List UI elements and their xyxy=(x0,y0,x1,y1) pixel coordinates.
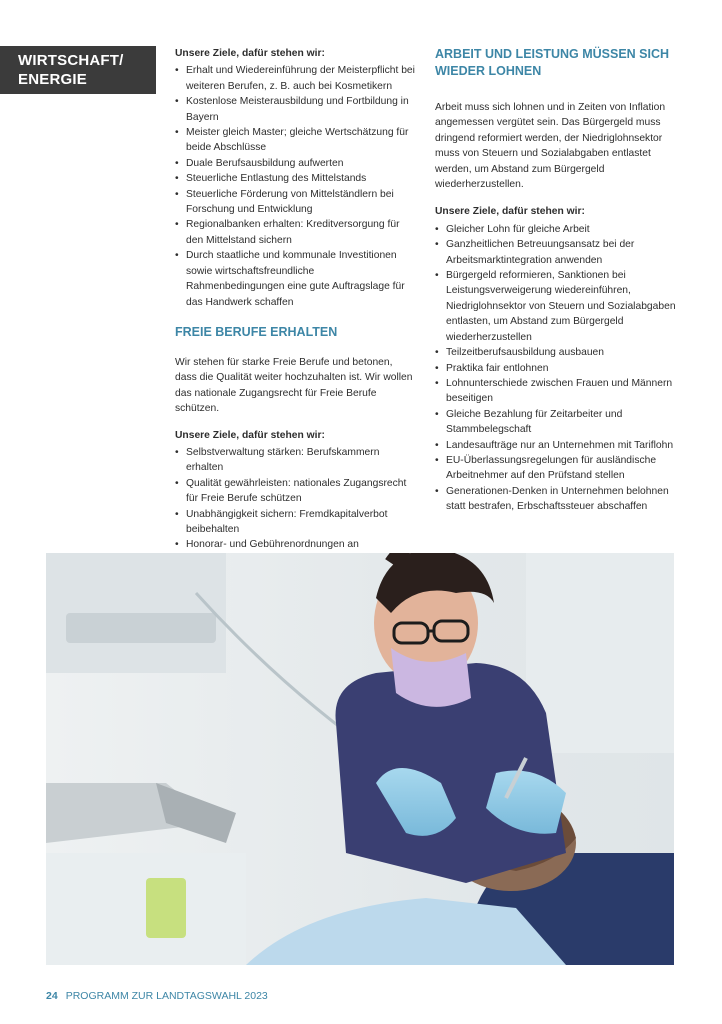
list-item: • Qualität gewährleisten: nationales Zugangsrecht für Freie Berufe schützen xyxy=(175,476,415,507)
goals-title: Unsere Ziele, dafür stehen wir: xyxy=(175,429,325,441)
section-tab xyxy=(0,46,156,94)
list-item: • Durch staatliche und kommunale Investitionen sowie wirtschaftsfreundliche Rahmenbedingungen eine gute Auftragslage für das Handwerk schaffen xyxy=(175,248,415,310)
list-item: • EU-Überlassungsregelungen für ausländische Arbeitnehmer auf den Prüfstand stellen xyxy=(435,453,679,484)
goals-list xyxy=(435,222,679,515)
paragraph: Wir stehen für starke Freie Berufe und betonen, dass die Qualität weiter hochzuhalten ist. Wir wollen das nationale Zugangsrecht für Freie Berufe schützen. xyxy=(175,356,413,415)
goals-title: Unsere Ziele, dafür stehen wir: xyxy=(435,206,585,218)
list-item: • Lohnunterschiede zwischen Frauen und Männern beseitigen xyxy=(435,376,679,407)
list-item: • Generationen-Denken in Unternehmen belohnen statt bestrafen, Erbschaftssteuer abschaffen xyxy=(435,484,679,515)
list-item: • Bürgergeld reformieren, Sanktionen bei Leistungsverweigerung wiedereinführen, Niedriglohnsektor von Steuern und Sozialabgaben entlasten, um Abstand zum Bürgergeld wiederherzustellen xyxy=(435,268,679,345)
list-item: • Kostenlose Meisterausbildung und Fortbildung in Bayern xyxy=(175,94,415,125)
list-item: • Gleicher Lohn für gleiche Arbeit xyxy=(435,222,679,237)
section-tab-line1: WIRTSCHAFT/ xyxy=(18,52,124,69)
section-heading: ARBEIT UND LEISTUNG MÜSSEN SICH WIEDER LOHNEN xyxy=(435,47,670,78)
list-item: • Landesaufträge nur an Unternehmen mit Tariflohn xyxy=(435,438,679,453)
paragraph: Arbeit muss sich lohnen und in Zeiten von Inflation angemessen vergütet sein. Das Bürgergeld muss dringend reformiert werden, der Niedriglohnsektor muss von Steuern und Sozialabgaben entlastet werden, um Abstand zum Bürgergeld wiederherzustellen. xyxy=(435,102,666,191)
section-tab-line2: ENERGIE xyxy=(18,71,87,88)
list-item: • Unabhängigkeit sichern: Fremdkapitalverbot beibehalten xyxy=(175,507,415,538)
footer-title: PROGRAMM ZUR LANDTAGSWAHL 2023 xyxy=(65,990,268,1002)
list-item: • Honorar- und Gebührenordnungen an xyxy=(175,537,415,568)
left-column xyxy=(175,46,415,568)
list-item: • Meister gleich Master; gleiche Wertschätzung für beide Abschlüsse xyxy=(175,125,415,156)
page-number: 24 xyxy=(46,990,58,1002)
list-item: • Steuerliche Förderung von Mittelständlern bei Forschung und Entwicklung xyxy=(175,187,415,218)
goals-list xyxy=(175,63,415,310)
dentist-illustration xyxy=(46,553,674,965)
dentist-photo xyxy=(46,553,674,965)
list-item: • Ganzheitlichen Betreuungsansatz bei der Arbeitsmarktintegration anwenden xyxy=(435,237,679,268)
list-item: • Steuerliche Entlastung des Mittelstands xyxy=(175,171,415,186)
list-item: • Duale Berufsausbildung aufwerten xyxy=(175,156,415,171)
list-item: • Selbstverwaltung stärken: Berufskammern erhalten xyxy=(175,445,415,476)
list-item: • Erhalt und Wiedereinführung der Meisterpflicht bei weiteren Berufen, z. B. auch bei Kosmetikern xyxy=(175,63,415,94)
list-item: • Praktika fair entlohnen xyxy=(435,361,679,376)
page-footer xyxy=(46,990,268,1002)
list-item: • Regionalbanken erhalten: Kreditversorgung für den Mittelstand sichern xyxy=(175,217,415,248)
goals-list xyxy=(175,445,415,568)
goals-title: Unsere Ziele, dafür stehen wir: xyxy=(175,48,325,59)
list-item: • Teilzeitberufsausbildung ausbauen xyxy=(435,345,679,360)
section-heading: FREIE BERUFE ERHALTEN xyxy=(175,324,338,339)
right-column xyxy=(435,46,679,515)
list-item: • Gleiche Bezahlung für Zeitarbeiter und Stammbelegschaft xyxy=(435,407,679,438)
